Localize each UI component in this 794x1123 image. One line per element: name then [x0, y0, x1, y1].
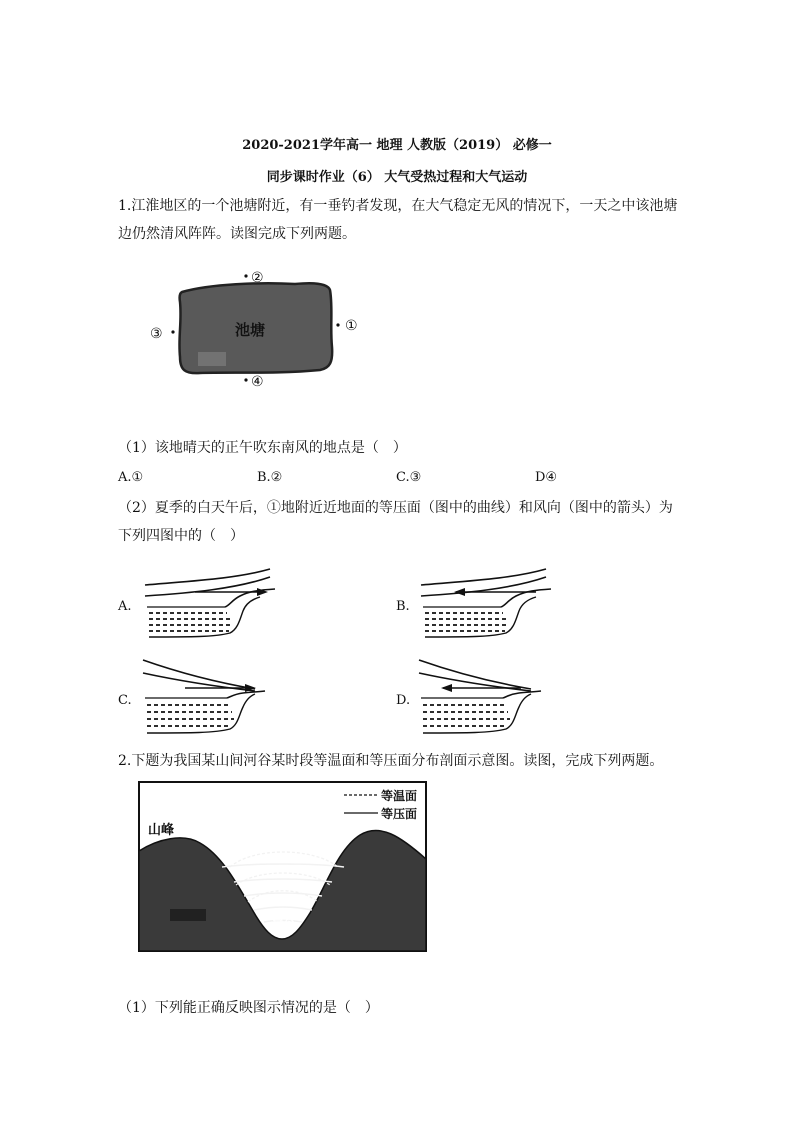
- marker-3: ③: [150, 326, 163, 342]
- panel-c-figure[interactable]: [135, 655, 285, 735]
- valley-figure: [138, 781, 428, 953]
- page-title: 2020-2021学年高一 地理 人教版（2019） 必修一: [242, 138, 552, 153]
- smudge: [198, 352, 226, 366]
- pond-figure: [140, 262, 370, 392]
- question-1-stem: 1.江淮地区的一个池塘附近，有一垂钓者发现，在大气稳定无风的情况下，一天之中该池塘边仍然清风阵阵。读图完成下列两题。: [118, 198, 678, 242]
- panel-b-figure[interactable]: [411, 563, 561, 638]
- question-2-stem: 2.下题为我国某山间河谷某时段等温面和等压面分布剖面示意图。读图，完成下列两题。: [118, 753, 664, 769]
- panel-a-label[interactable]: A.: [118, 599, 132, 614]
- panel-d-label[interactable]: D.: [396, 693, 411, 708]
- q1-sub1-text: （1）该地晴天的正午吹东南风的地点是（ ）: [118, 440, 407, 456]
- q1-sub2-text: （2）夏季的白天午后，①地附近近地面的等压面（图中的曲线）和风向（图中的箭头）为下列四图中的（ ）: [118, 500, 673, 544]
- pond-label: 池塘: [234, 321, 266, 339]
- marker-dot-1: [336, 323, 339, 326]
- q1-sub1-option-c[interactable]: C.③: [396, 470, 422, 485]
- q1-sub1-option-b[interactable]: B.②: [257, 470, 283, 485]
- smudge: [170, 909, 206, 921]
- marker-2: ②: [251, 270, 264, 286]
- page-subtitle: 同步课时作业（6） 大气受热过程和大气运动: [266, 170, 528, 185]
- panel-c-label[interactable]: C.: [118, 693, 132, 708]
- marker-1: ①: [345, 318, 358, 334]
- legend-isotherm: 等温面: [381, 789, 418, 803]
- marker-dot-3: [171, 330, 174, 333]
- marker-dot-2: [244, 274, 247, 277]
- valley-label: 河谷: [270, 918, 296, 932]
- q1-sub1-option-d[interactable]: D④: [535, 470, 558, 485]
- panel-b-label[interactable]: B.: [396, 599, 410, 614]
- panel-d-figure[interactable]: [411, 655, 561, 735]
- peak-label: 山峰: [148, 823, 175, 838]
- q1-sub1-option-a[interactable]: A.①: [118, 470, 144, 485]
- marker-4: ④: [251, 374, 264, 390]
- legend-isobar: 等压面: [381, 807, 418, 821]
- q2-sub1-text: （1）下列能正确反映图示情况的是（ ）: [118, 1000, 379, 1016]
- marker-dot-4: [244, 378, 247, 381]
- panel-a-figure[interactable]: [135, 563, 285, 638]
